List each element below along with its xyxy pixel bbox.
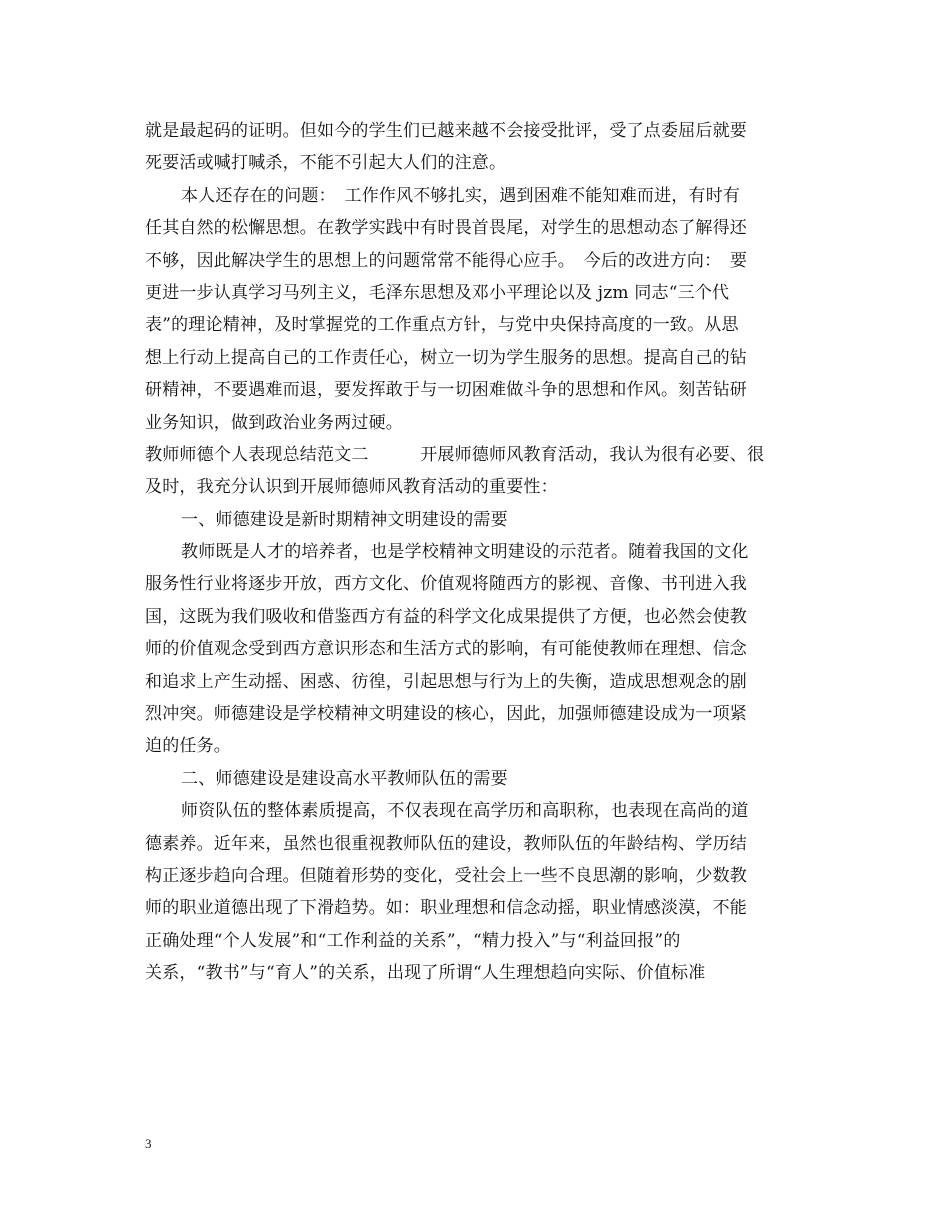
text-line: 迫的任务。 bbox=[145, 736, 231, 757]
text-line: 死要活或喊打喊杀，不能不引起大人们的注意。 bbox=[145, 153, 507, 174]
section-heading: 一、师德建设是新时期精神文明建设的需要 bbox=[181, 509, 508, 530]
text-line: 师的职业道德出现了下滑趋势。如：职业理想和信念动摇，职业情感淡漠，不能 bbox=[145, 898, 747, 919]
text-line: 德素养。近年来，虽然也很重视教师队伍的建设，教师队伍的年龄结构、学历结 bbox=[145, 833, 747, 854]
text-line: 就是最起码的证明。但如今的学生们已越来越不会接受批评，受了点委屈后就要 bbox=[145, 121, 747, 141]
text-line: 和追求上产生动摇、困惑、彷徨，引起思想与行为上的失衡，造成思想观念的剧 bbox=[145, 671, 747, 692]
text-line: 任其自然的松懈思想。在教学实践中有时畏首畏尾，对学生的思想动态了解得还 bbox=[145, 218, 747, 239]
section-heading: 二、师德建设是建设高水平教师队伍的需要 bbox=[181, 768, 508, 789]
text-line: 业务知识，做到政治业务两过硬。 bbox=[145, 412, 403, 433]
text-line: 本人还存在的问题： 工作作风不够扎实，遇到困难不能知难而进，有时有 bbox=[181, 185, 741, 206]
text-line: 构正逐步趋向合理。但随着形势的变化，受社会上一些不良思潮的影响，少数教 bbox=[145, 865, 747, 886]
text-line: 表”的理论精神，及时掌握党的工作重点方针，与党中央保持高度的一致。从思 bbox=[145, 315, 739, 336]
text-line: 不够，因此解决学生的思想上的问题常常不能得心应手。 今后的改进方向： 要 bbox=[145, 250, 748, 271]
text-line: 正确处理“个人发展”和“工作利益的关系”，“精力投入”与“利益回报”的 bbox=[145, 930, 681, 951]
page-number: 3 bbox=[145, 1136, 152, 1151]
document-body bbox=[145, 115, 805, 990]
text-line: 国，这既为我们吸收和借鉴西方有益的科学文化成果提供了方便，也必然会使教 bbox=[145, 606, 747, 627]
text-line: 烈冲突。师德建设是学校精神文明建设的核心，因此，加强师德建设成为一项紧 bbox=[145, 704, 747, 725]
text-line: 师的价值观念受到西方意识形态和生活方式的影响，有可能使教师在理想、信念 bbox=[145, 639, 747, 660]
text-line: 师资队伍的整体素质提高，不仅表现在高学历和高职称，也表现在高尚的道 bbox=[181, 801, 749, 822]
text-line: 更进一步认真学习马列主义，毛泽东思想及邓小平理论以及 jzm 同志“三个代 bbox=[145, 282, 730, 303]
text-line: 及时，我充分认识到开展师德师风教育活动的重要性： bbox=[145, 477, 558, 498]
section-title-line: 教师师德个人表现总结范文二 开展师德师风教育活动，我认为很有必要、很 bbox=[145, 444, 765, 465]
text-line: 想上行动上提高自己的工作责任心，树立一切为学生服务的思想。提高自己的钻 bbox=[145, 347, 747, 368]
text-line: 研精神，不要遇难而退，要发挥敢于与一切困难做斗争的思想和作风。刻苦钻研 bbox=[145, 380, 747, 401]
text-line: 教师既是人才的培养者，也是学校精神文明建设的示范者。随着我国的文化 bbox=[181, 542, 749, 563]
text-line: 服务性行业将逐步开放，西方文化、价值观将随西方的影视、音像、书刊进入我 bbox=[145, 574, 747, 595]
text-line: 关系，“教书”与“育人”的关系，出现了所谓“人生理想趋向实际、价值标准 bbox=[145, 963, 706, 984]
